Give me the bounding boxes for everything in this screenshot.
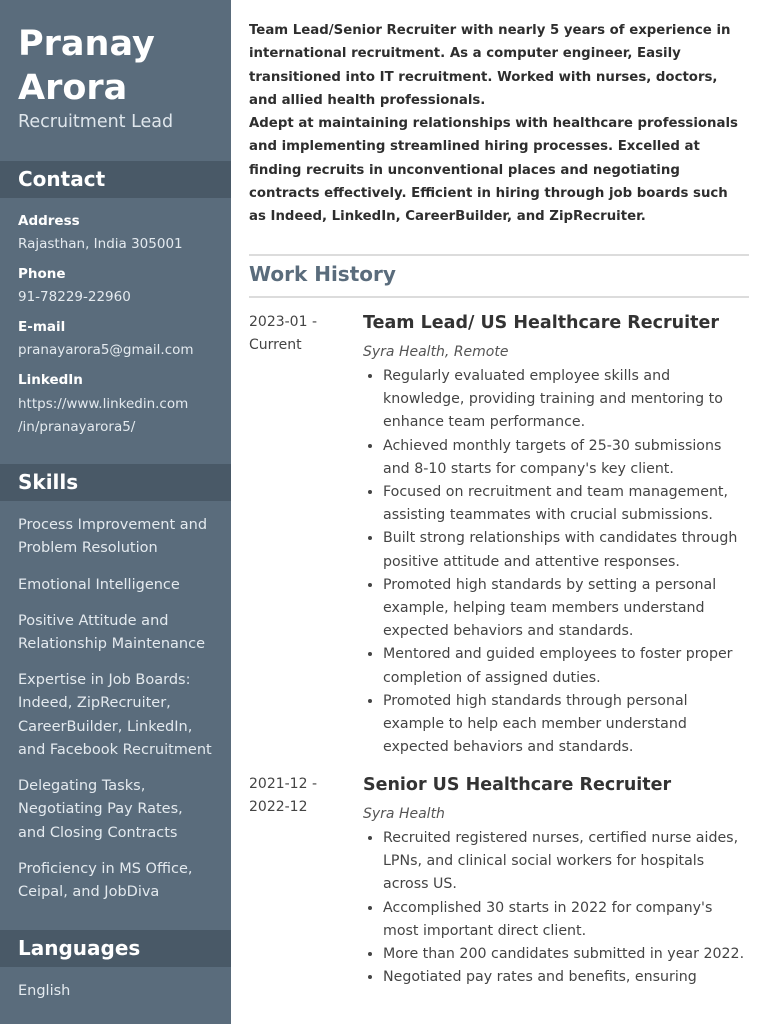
duty-item: • More than 200 candidates submitted in year 2022. xyxy=(383,943,751,966)
linkedin-link[interactable]: https://www.linkedin.com /in/pranayarora5/ xyxy=(18,396,189,435)
duty-item: • Negotiated pay rates and benefits, ensuring xyxy=(383,966,751,989)
email-label: E-mail xyxy=(18,319,66,335)
duty-item: • Regularly evaluated employee skills and knowledge, providing training and mentoring to enhance team performance. xyxy=(383,365,751,435)
duty-item: • Built strong relationships with candidates through positive attitude and attentive responses. xyxy=(383,527,751,573)
job-date-end: 2022-12 xyxy=(249,799,308,815)
skill-item: Positive Attitude and Relationship Maintenance xyxy=(18,613,205,653)
skill-item: Expertise in Job Boards: Indeed, ZipRecruiter, CareerBuilder, LinkedIn, and Facebook Recruitment xyxy=(18,672,212,758)
job-date-range xyxy=(249,311,349,357)
job-title: Team Lead/ US Healthcare Recruiter xyxy=(363,313,719,333)
sidebar xyxy=(0,0,231,1024)
duty-item: • Achieved monthly targets of 25-30 submissions and 8-10 starts for company's key client. xyxy=(383,435,751,481)
phone-label: Phone xyxy=(18,266,66,282)
skill-item: Proficiency in MS Office, Ceipal, and JobDiva xyxy=(18,861,193,901)
languages-heading: Languages xyxy=(0,930,231,967)
linkedin-label: LinkedIn xyxy=(18,372,83,388)
job-company: Syra Health xyxy=(363,806,445,822)
skill-item: Emotional Intelligence xyxy=(18,577,180,593)
job-duties-list xyxy=(363,365,751,759)
email-link[interactable]: pranayarora5@gmail.com xyxy=(18,342,194,358)
skills-heading: Skills xyxy=(0,464,231,501)
work-history-heading: Work History xyxy=(249,262,396,286)
candidate-role: Recruitment Lead xyxy=(18,112,174,132)
professional-summary xyxy=(249,19,749,229)
summary-paragraph: Adept at maintaining relationships with healthcare professionals and implementing streamlined hiring processes. Excelled at finding recruits in unconventional places and negotiating contracts effectively. Efficient in hiring through job boards such as Indeed, LinkedIn, CareerBuilder, and ZipRecruiter. xyxy=(249,116,738,225)
address-label: Address xyxy=(18,213,80,229)
contact-heading: Contact xyxy=(0,161,231,198)
skill-item: Delegating Tasks, Negotiating Pay Rates, and Closing Contracts xyxy=(18,778,183,841)
duty-item: • Mentored and guided employees to foster proper completion of assigned duties. xyxy=(383,643,751,689)
candidate-name: Pranay Arora xyxy=(18,24,155,108)
job-title: Senior US Healthcare Recruiter xyxy=(363,775,672,795)
duty-item: • Promoted high standards by setting a personal example, helping team members understand expected behaviors and standards. xyxy=(383,574,751,644)
duty-item: • Focused on recruitment and team management, assisting teammates with crucial submissions. xyxy=(383,481,751,527)
job-date-start: 2023-01 - xyxy=(249,314,317,330)
duty-item: • Accomplished 30 starts in 2022 for company's most important direct client. xyxy=(383,897,751,943)
phone-value: 91-78229-22960 xyxy=(18,289,131,305)
address-value: Rajasthan, India 305001 xyxy=(18,236,183,252)
job-date-start: 2021-12 - xyxy=(249,776,317,792)
job-duties-list xyxy=(363,827,751,989)
section-divider xyxy=(249,296,749,298)
section-divider xyxy=(249,254,749,256)
job-date-end: Current xyxy=(249,337,302,353)
summary-paragraph: Team Lead/Senior Recruiter with nearly 5 years of experience in international recruitment. As a computer engineer, Easily transitioned into IT recruitment. Worked with nurses, doctors, and allied health professionals. xyxy=(249,23,731,108)
language-item: English xyxy=(18,983,71,999)
duty-item: • Recruited registered nurses, certified nurse aides, LPNs, and clinical social workers for hospitals across US. xyxy=(383,827,751,897)
job-date-range xyxy=(249,773,349,819)
job-company: Syra Health, Remote xyxy=(363,344,509,360)
duty-item: • Promoted high standards through personal example to help each member understand expected behaviors and standards. xyxy=(383,690,751,760)
skill-item: Process Improvement and Problem Resolution xyxy=(18,517,208,557)
